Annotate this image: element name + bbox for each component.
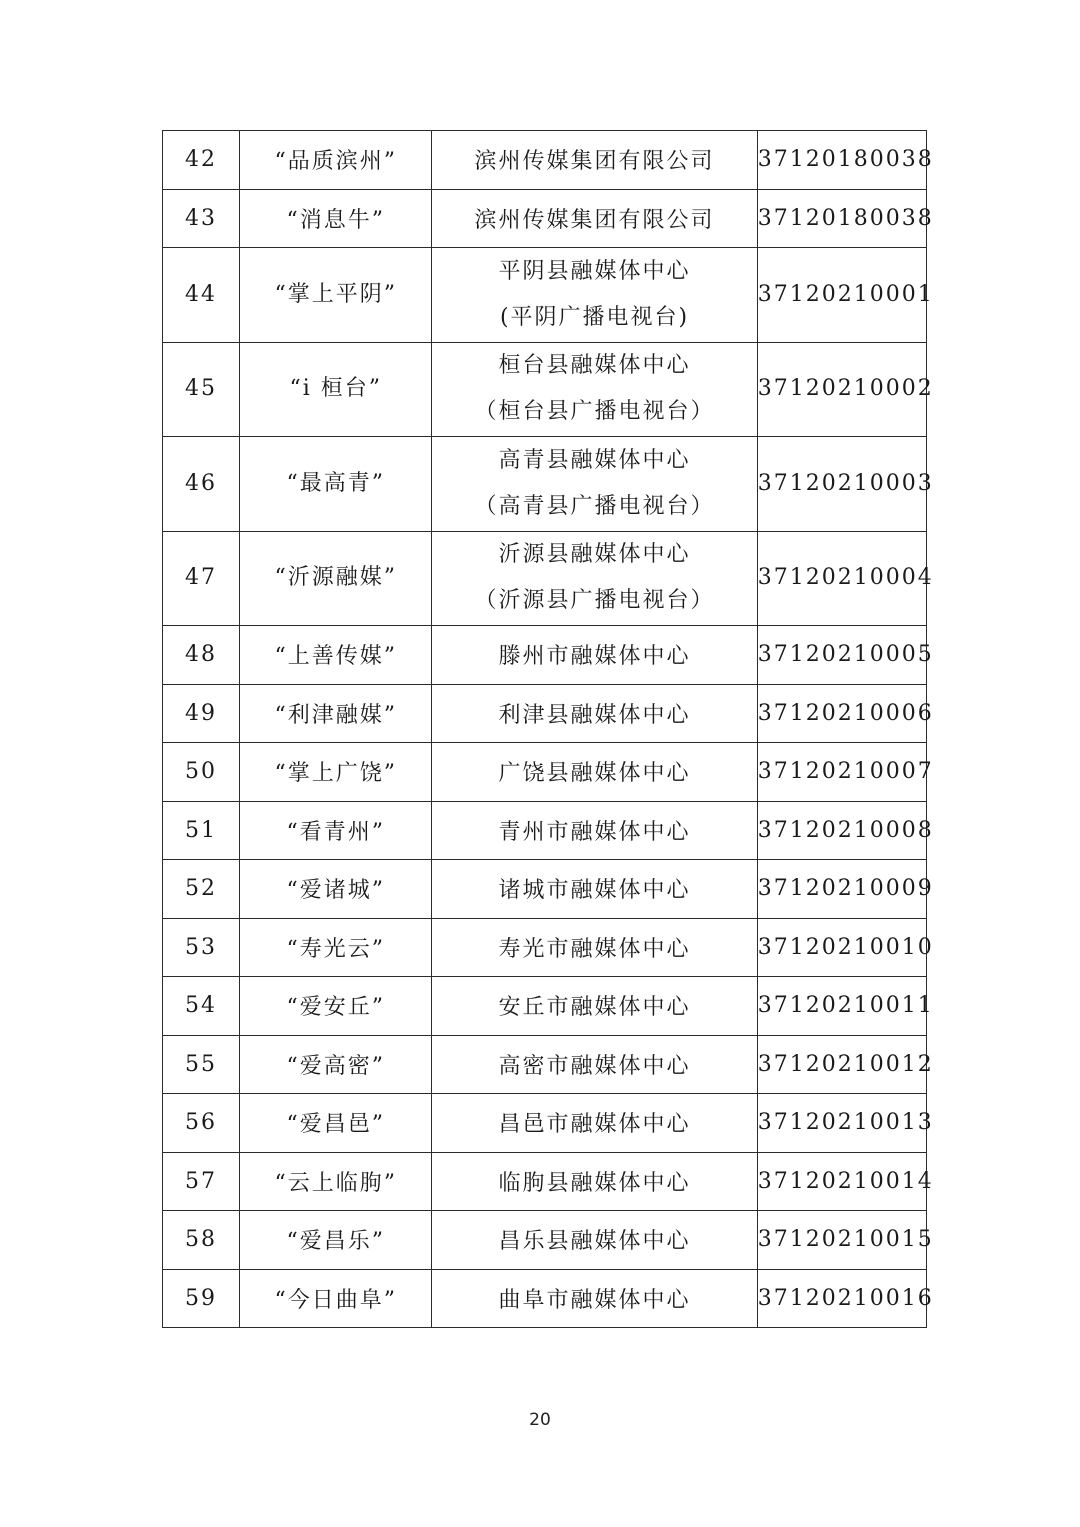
table-row bbox=[163, 1035, 927, 1094]
organization-cell bbox=[432, 977, 757, 1036]
table-row bbox=[163, 860, 927, 919]
row-number: 53 bbox=[163, 918, 240, 977]
registration-code: 37120210007 bbox=[757, 743, 926, 802]
organization-name-line: 曲阜市融媒体中心 bbox=[498, 1287, 691, 1313]
table-row bbox=[163, 684, 927, 743]
platform-name: “爱高密” bbox=[240, 1035, 432, 1094]
table-row bbox=[163, 131, 927, 190]
registration-code: 37120210015 bbox=[757, 1211, 926, 1270]
row-number: 54 bbox=[163, 977, 240, 1036]
row-number: 59 bbox=[163, 1269, 240, 1328]
registration-code: 37120210005 bbox=[757, 626, 926, 685]
organization-name-line: 桓台县融媒体中心 bbox=[498, 353, 691, 379]
platform-name: “爱昌邑” bbox=[240, 1094, 432, 1153]
organization-cell bbox=[432, 1152, 757, 1211]
platform-name: “上善传媒” bbox=[240, 626, 432, 685]
row-number: 47 bbox=[163, 531, 240, 626]
row-number: 46 bbox=[163, 437, 240, 532]
row-number: 49 bbox=[163, 684, 240, 743]
organization-cell bbox=[432, 860, 757, 919]
organization-cell bbox=[432, 1094, 757, 1153]
registry-table-body bbox=[163, 131, 934, 1328]
row-number: 56 bbox=[163, 1094, 240, 1153]
organization-name-line: 昌邑市融媒体中心 bbox=[498, 1112, 691, 1138]
platform-name: “今日曲阜” bbox=[240, 1269, 432, 1328]
organization-name-line: 沂源县融媒体中心 bbox=[498, 542, 691, 568]
table-row bbox=[163, 1152, 927, 1211]
organization-name-line: 高密市融媒体中心 bbox=[498, 1053, 691, 1079]
organization-cell bbox=[432, 437, 757, 532]
organization-cell bbox=[432, 801, 757, 860]
registration-code: 37120210010 bbox=[757, 918, 926, 977]
organization-cell bbox=[432, 626, 757, 685]
row-number: 43 bbox=[163, 189, 240, 248]
registration-code: 37120210008 bbox=[757, 801, 926, 860]
organization-name-line: （高青县广播电视台） bbox=[474, 493, 715, 519]
table-row bbox=[163, 1211, 927, 1270]
platform-name: “云上临朐” bbox=[240, 1152, 432, 1211]
platform-name: “爱诸城” bbox=[240, 860, 432, 919]
table-row bbox=[163, 437, 927, 532]
organization-cell bbox=[432, 1211, 757, 1270]
organization-name-line: 临朐县融媒体中心 bbox=[498, 1170, 691, 1196]
row-number: 55 bbox=[163, 1035, 240, 1094]
row-number: 57 bbox=[163, 1152, 240, 1211]
platform-name: “利津融媒” bbox=[240, 684, 432, 743]
organization-cell bbox=[432, 342, 757, 437]
registration-code: 37120210014 bbox=[757, 1152, 926, 1211]
organization-name-line: 高青县融媒体中心 bbox=[498, 447, 691, 473]
organization-name-line: 平阴县融媒体中心 bbox=[498, 258, 691, 284]
organization-name-line: 诸城市融媒体中心 bbox=[498, 878, 691, 904]
registry-table bbox=[162, 130, 934, 1328]
organization-cell bbox=[432, 248, 757, 343]
table-row bbox=[163, 1269, 927, 1328]
organization-name-line: 青州市融媒体中心 bbox=[498, 819, 691, 845]
platform-name: “爱安丘” bbox=[240, 977, 432, 1036]
organization-name-line: 滨州传媒集团有限公司 bbox=[474, 149, 715, 175]
platform-name: “i 桓台” bbox=[240, 342, 432, 437]
registration-code: 37120210009 bbox=[757, 860, 926, 919]
organization-cell bbox=[432, 1035, 757, 1094]
row-number: 48 bbox=[163, 626, 240, 685]
registration-code: 37120210011 bbox=[757, 977, 926, 1036]
row-number: 51 bbox=[163, 801, 240, 860]
platform-name: “寿光云” bbox=[240, 918, 432, 977]
row-number: 52 bbox=[163, 860, 240, 919]
platform-name: “最高青” bbox=[240, 437, 432, 532]
organization-name-line: 滨州传媒集团有限公司 bbox=[474, 207, 715, 233]
organization-cell bbox=[432, 1269, 757, 1328]
organization-cell bbox=[432, 743, 757, 802]
row-number: 45 bbox=[163, 342, 240, 437]
organization-name-line: 昌乐县融媒体中心 bbox=[498, 1229, 691, 1255]
registration-code: 37120210002 bbox=[757, 342, 926, 437]
registration-code: 37120210004 bbox=[757, 531, 926, 626]
registration-code: 37120210013 bbox=[757, 1094, 926, 1153]
organization-name-line: (平阴广播电视台) bbox=[499, 304, 690, 330]
organization-name-line: 广饶县融媒体中心 bbox=[498, 761, 691, 787]
registration-code: 37120180038 bbox=[757, 131, 926, 190]
organization-cell bbox=[432, 189, 757, 248]
organization-cell bbox=[432, 918, 757, 977]
registration-code: 37120210016 bbox=[757, 1269, 926, 1328]
organization-name-line: 寿光市融媒体中心 bbox=[498, 936, 691, 962]
row-number: 42 bbox=[163, 131, 240, 190]
organization-name-line: 滕州市融媒体中心 bbox=[498, 644, 691, 670]
table-row bbox=[163, 189, 927, 248]
row-number: 58 bbox=[163, 1211, 240, 1270]
platform-name: “沂源融媒” bbox=[240, 531, 432, 626]
page-number: 20 bbox=[529, 1410, 551, 1430]
table-row bbox=[163, 918, 927, 977]
row-number: 50 bbox=[163, 743, 240, 802]
platform-name: “掌上平阴” bbox=[240, 248, 432, 343]
row-number: 44 bbox=[163, 248, 240, 343]
table-row bbox=[163, 743, 927, 802]
platform-name: “品质滨州” bbox=[240, 131, 432, 190]
table-row bbox=[163, 342, 927, 437]
registration-code: 37120180038 bbox=[757, 189, 926, 248]
table-row bbox=[163, 248, 927, 343]
platform-name: “掌上广饶” bbox=[240, 743, 432, 802]
organization-name-line: （沂源县广播电视台） bbox=[474, 588, 715, 614]
table-row bbox=[163, 531, 927, 626]
organization-cell bbox=[432, 531, 757, 626]
platform-name: “看青州” bbox=[240, 801, 432, 860]
organization-name-line: 安丘市融媒体中心 bbox=[498, 995, 691, 1021]
organization-name-line: 利津县融媒体中心 bbox=[498, 702, 691, 728]
organization-cell bbox=[432, 131, 757, 190]
platform-name: “爱昌乐” bbox=[240, 1211, 432, 1270]
organization-cell bbox=[432, 684, 757, 743]
registration-code: 37120210006 bbox=[757, 684, 926, 743]
registration-code: 37120210012 bbox=[757, 1035, 926, 1094]
table-row bbox=[163, 977, 927, 1036]
registration-code: 37120210003 bbox=[757, 437, 926, 532]
table-row bbox=[163, 626, 927, 685]
table-row bbox=[163, 1094, 927, 1153]
platform-name: “消息牛” bbox=[240, 189, 432, 248]
organization-name-line: （桓台县广播电视台） bbox=[474, 399, 715, 425]
registration-code: 37120210001 bbox=[757, 248, 926, 343]
table-row bbox=[163, 801, 927, 860]
